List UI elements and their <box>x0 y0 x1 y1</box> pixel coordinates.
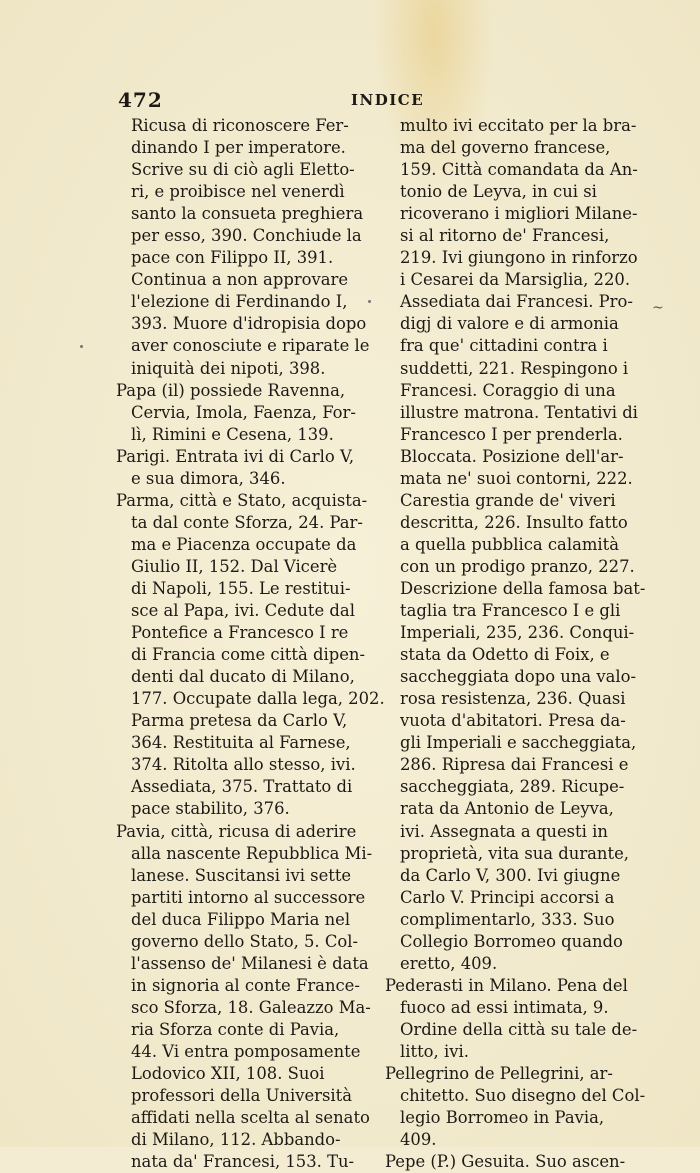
entry-line: Carestia grande de' viveri <box>385 490 645 512</box>
entry-line: Assediata, 375. Trattato di <box>116 776 376 798</box>
entry-line: 374. Ritolta allo stesso, ivi. <box>116 754 376 776</box>
entry-line: 44. Vi entra pomposamente <box>116 1041 376 1063</box>
entry-line: rata da Antonio de Leyva, <box>385 798 645 820</box>
entry-line: di Francia come città dipen- <box>116 644 376 666</box>
entry-line: da Carlo V, 300. Ivi giugne <box>385 865 645 887</box>
entry-line: iniquità dei nipoti, 398. <box>116 358 376 380</box>
entry-line: i Cesarei da Marsiglia, 220. <box>385 269 645 291</box>
entry-line: saccheggiata dopo una valo- <box>385 666 645 688</box>
entry-line: partiti intorno al successore <box>116 887 376 909</box>
entry-line: Pepe (P.) Gesuita. Suo ascen- <box>385 1151 645 1173</box>
entry-line: multo ivi eccitato per la bra- <box>385 115 645 137</box>
entry-line: rosa resistenza, 236. Quasi <box>385 688 645 710</box>
entry-line: l'assenso de' Milanesi è data <box>116 953 376 975</box>
page-header <box>118 88 538 112</box>
entry-line: Pontefice a Francesco I re <box>116 622 376 644</box>
index-column-right <box>385 115 645 1173</box>
entry-line: complimentarlo, 333. Suo <box>385 909 645 931</box>
entry-line: santo la consueta preghiera <box>116 203 376 225</box>
index-entry <box>385 975 645 1063</box>
entry-line: Carlo V. Principi accorsi a <box>385 887 645 909</box>
entry-line: litto, ivi. <box>385 1041 645 1063</box>
index-entry <box>385 1063 645 1151</box>
entry-line: Lodovico XII, 108. Suoi <box>116 1063 376 1085</box>
entry-line: Ordine della città su tale de- <box>385 1019 645 1041</box>
entry-line: Imperiali, 235, 236. Conqui- <box>385 622 645 644</box>
entry-line: Collegio Borromeo quando <box>385 931 645 953</box>
entry-line: 393. Muore d'idropisia dopo <box>116 313 376 335</box>
entry-line: sce al Papa, ivi. Cedute dal <box>116 600 376 622</box>
entry-line: 364. Restituita al Farnese, <box>116 732 376 754</box>
entry-line: 409. <box>385 1129 645 1151</box>
entry-line: 177. Occupate dalla lega, 202. <box>116 688 376 710</box>
entry-line: professori della Università <box>116 1085 376 1107</box>
entry-line: Francesco I per prenderla. <box>385 424 645 446</box>
entry-line: 219. Ivi giungono in rinforzo <box>385 247 645 269</box>
entry-line: chitetto. Suo disegno del Col- <box>385 1085 645 1107</box>
entry-line: Pavia, città, ricusa di aderire <box>116 821 376 843</box>
entry-line: Papa (il) possiede Ravenna, <box>116 380 376 402</box>
entry-line: vuota d'abitatori. Presa da- <box>385 710 645 732</box>
entry-line: suddetti, 221. Respingono i <box>385 358 645 380</box>
entry-line: ta dal conte Sforza, 24. Par- <box>116 512 376 534</box>
entry-line: in signoria al conte France- <box>116 975 376 997</box>
entry-line: saccheggiata, 289. Ricupe- <box>385 776 645 798</box>
entry-line: fra que' cittadini contra i <box>385 335 645 357</box>
entry-line: gli Imperiali e saccheggiata, <box>385 732 645 754</box>
entry-line: Parma pretesa da Carlo V, <box>116 710 376 732</box>
entry-line: lanese. Suscitansi ivi sette <box>116 865 376 887</box>
entry-line: ri, e proibisce nel venerdì <box>116 181 376 203</box>
entry-line: per esso, 390. Conchiude la <box>116 225 376 247</box>
entry-line: Scrive su di ciò agli Eletto- <box>116 159 376 181</box>
entry-line: e sua dimora, 346. <box>116 468 376 490</box>
entry-line: legio Borromeo in Pavia, <box>385 1107 645 1129</box>
entry-line: digj di valore e di armonia <box>385 313 645 335</box>
entry-line: fuoco ad essi intimata, 9. <box>385 997 645 1019</box>
entry-line: ricoverano i migliori Milane- <box>385 203 645 225</box>
entry-line: di Milano, 112. Abbando- <box>116 1129 376 1151</box>
entry-line: Cervia, Imola, Faenza, For- <box>116 402 376 424</box>
entry-line: Parigi. Entrata ivi di Carlo V, <box>116 446 376 468</box>
entry-line: pace stabilito, 376. <box>116 798 376 820</box>
entry-line: Pederasti in Milano. Pena del <box>385 975 645 997</box>
entry-line: l'elezione di Ferdinando I, <box>116 291 376 313</box>
entry-line: Ricusa di riconoscere Fer- <box>116 115 376 137</box>
entry-line: mata ne' suoi contorni, 222. <box>385 468 645 490</box>
entry-line: aver conosciute e riparate le <box>116 335 376 357</box>
running-head: INDICE <box>351 91 424 109</box>
index-entry <box>385 1151 645 1173</box>
entry-line: taglia tra Francesco I e gli <box>385 600 645 622</box>
index-entry-continuation <box>116 115 376 380</box>
entry-line: del duca Filippo Maria nel <box>116 909 376 931</box>
page-speck <box>368 300 371 303</box>
page-speck <box>80 345 83 348</box>
entry-line: Giulio II, 152. Dal Vicerè <box>116 556 376 578</box>
entry-line: Francesi. Coraggio di una <box>385 380 645 402</box>
entry-line: denti dal ducato di Milano, <box>116 666 376 688</box>
entry-line: ma del governo francese, <box>385 137 645 159</box>
entry-line: nata da' Francesi, 153. Tu- <box>116 1151 376 1173</box>
entry-line: stata da Odetto di Foix, e <box>385 644 645 666</box>
entry-line: tonio de Leyva, in cui si <box>385 181 645 203</box>
entry-line: dinando I per imperatore. <box>116 137 376 159</box>
page-number: 472 <box>118 88 163 112</box>
entry-line: descritta, 226. Insulto fatto <box>385 512 645 534</box>
index-entry-continuation <box>385 115 645 975</box>
entry-line: lì, Rimini e Cesena, 139. <box>116 424 376 446</box>
index-entry <box>116 821 376 1173</box>
entry-line: ma e Piacenza occupate da <box>116 534 376 556</box>
entry-line: Descrizione della famosa bat- <box>385 578 645 600</box>
entry-line: alla nascente Repubblica Mi- <box>116 843 376 865</box>
entry-line: Assediata dai Francesi. Pro- <box>385 291 645 313</box>
entry-line: ivi. Assegnata a questi in <box>385 821 645 843</box>
entry-line: Pellegrino de Pellegrini, ar- <box>385 1063 645 1085</box>
entry-line: 286. Ripresa dai Francesi e <box>385 754 645 776</box>
entry-line: governo dello Stato, 5. Col- <box>116 931 376 953</box>
entry-line: si al ritorno de' Francesi, <box>385 225 645 247</box>
entry-line: pace con Filippo II, 391. <box>116 247 376 269</box>
entry-line: con un prodigo pranzo, 227. <box>385 556 645 578</box>
index-entry <box>116 380 376 446</box>
entry-line: Parma, città e Stato, acquista- <box>116 490 376 512</box>
entry-line: Bloccata. Posizione dell'ar- <box>385 446 645 468</box>
entry-line: di Napoli, 155. Le restitui- <box>116 578 376 600</box>
entry-line: sco Sforza, 18. Galeazzo Ma- <box>116 997 376 1019</box>
index-entry <box>116 446 376 490</box>
index-entry <box>116 490 376 821</box>
entry-line: ria Sforza conte di Pavia, <box>116 1019 376 1041</box>
entry-line: 159. Città comandata da An- <box>385 159 645 181</box>
entry-line: affidati nella scelta al senato <box>116 1107 376 1129</box>
entry-line: illustre matrona. Tentativi di <box>385 402 645 424</box>
entry-line: Continua a non approvare <box>116 269 376 291</box>
entry-line: a quella pubblica calamità <box>385 534 645 556</box>
index-column-left <box>116 115 376 1173</box>
entry-line: proprietà, vita sua durante, <box>385 843 645 865</box>
margin-mark: ~ <box>652 300 664 316</box>
entry-line: eretto, 409. <box>385 953 645 975</box>
